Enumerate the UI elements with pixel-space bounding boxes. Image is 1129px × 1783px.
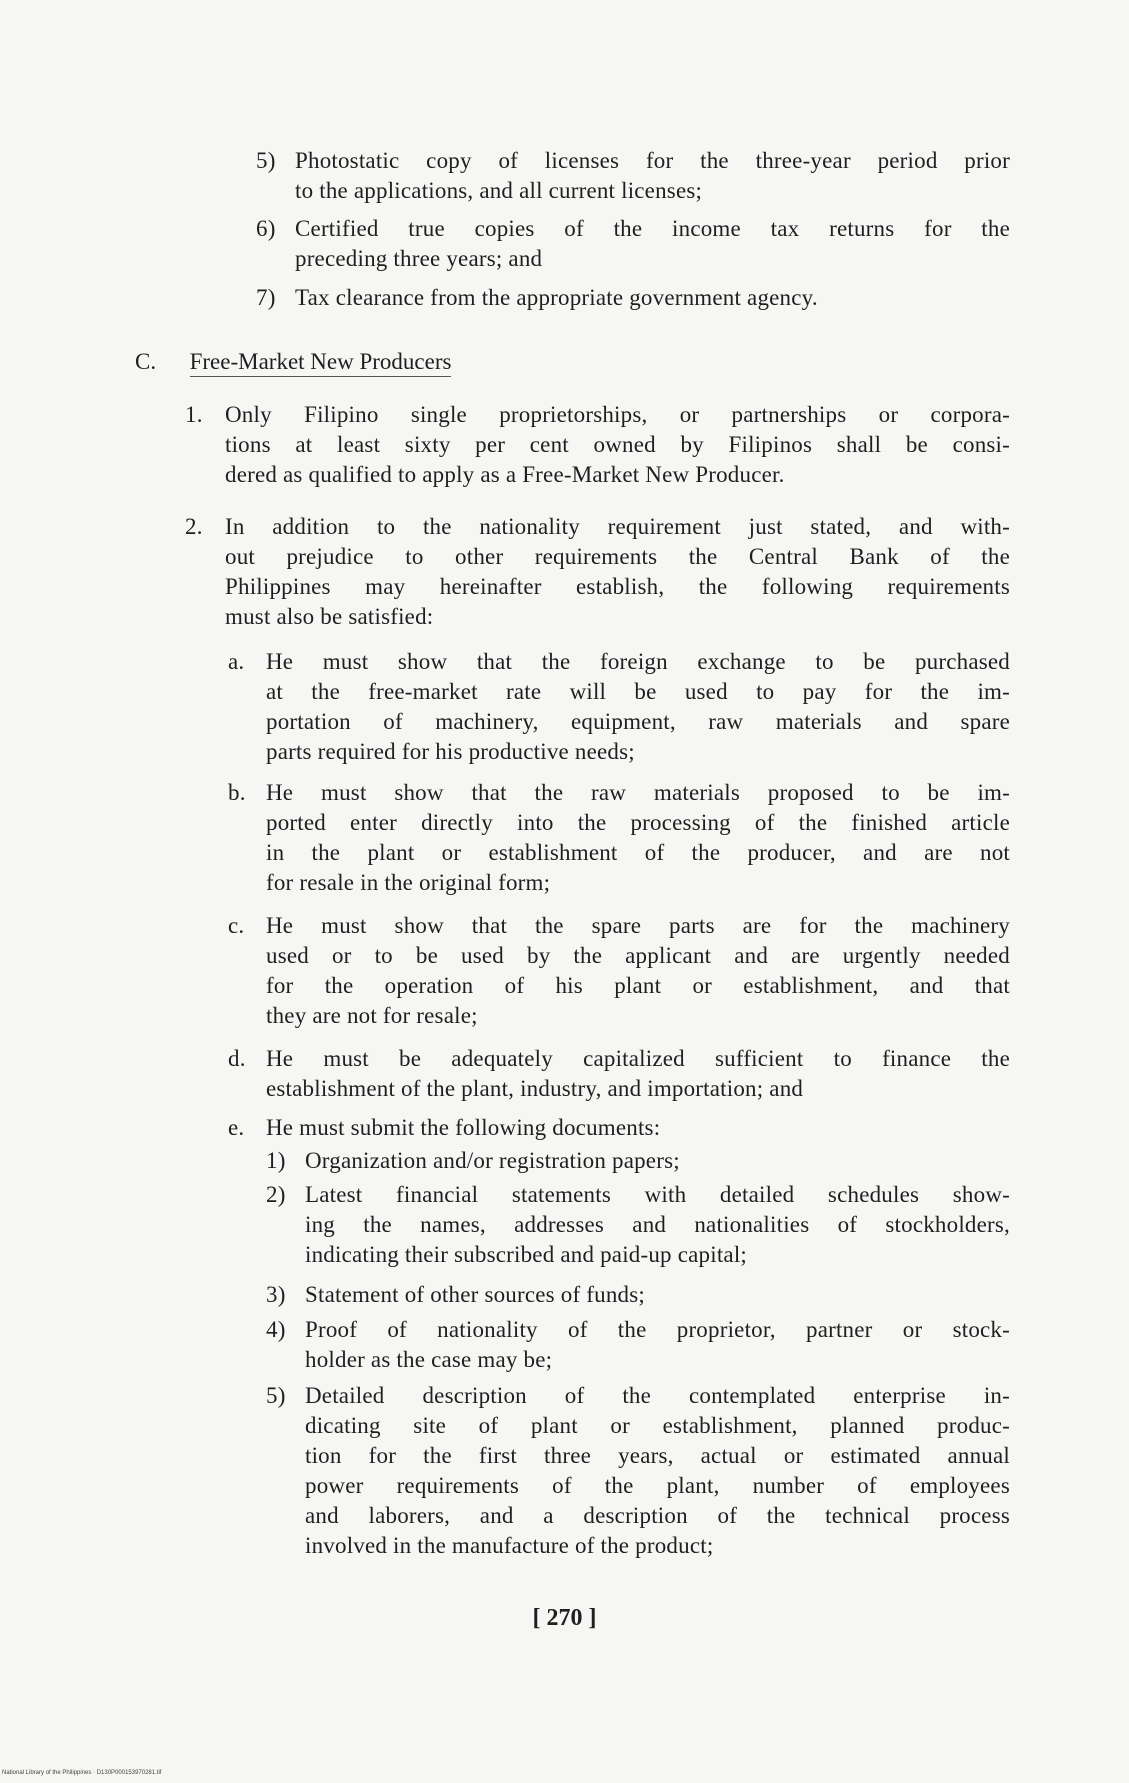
subitem-d-line-2: establishment of the plant, industry, and importation; and [266,1076,804,1101]
subitem-a-text [266,647,1010,767]
subitem-b-line-2: ported enter directly into the processing of the finished article [266,810,1010,835]
subitem-a-line-3: portation of machinery, equipment, raw materials and spare [266,709,1010,734]
document-4-line-1: Proof of nationality of the proprietor, partner or stock- [305,1317,1010,1342]
document-3-number: 3) [266,1282,286,1307]
document-5-line-1: Detailed description of the contemplated enterprise in- [305,1383,1010,1408]
subitem-a-line-4: parts required for his productive needs; [266,739,635,764]
document-5-line-2: dicating site of plant or establishment, planned produc- [305,1413,1010,1438]
document-5-line-4: power requirements of the plant, number of employees [305,1473,1010,1498]
paragraph-2-line-3: Philippines may hereinafter establish, the following requirements [225,574,1010,599]
document-2-line-3: indicating their subscribed and paid-up capital; [305,1242,747,1267]
subitem-c-line-3: for the operation of his plant or establishment, and that [266,973,1010,998]
paragraph-1-line-1: Only Filipino single proprietorships, or partnerships or corpora- [225,402,1010,427]
document-5-line-3: tion for the first three years, actual or estimated annual [305,1443,1010,1468]
subitem-c-line-4: they are not for resale; [266,1003,478,1028]
subitem-a-letter: a. [228,649,245,674]
document-5-line-5: and laborers, and a description of the technical process [305,1503,1010,1528]
subitem-b-line-1: He must show that the raw materials proposed to be im- [266,780,1010,805]
item-top-7-line-1: Tax clearance from the appropriate government agency. [295,285,818,310]
document-4-text [305,1315,1010,1375]
item-top-6-text [295,214,1010,274]
subitem-c-line-1: He must show that the spare parts are for the machinery [266,913,1010,938]
subitem-e-line-1: He must submit the following documents: [266,1115,661,1140]
subitem-c-text [266,911,1010,1031]
item-top-7-number: 7) [256,285,276,310]
document-2-line-1: Latest financial statements with detailed schedules show- [305,1182,1010,1207]
subitem-d-line-1: He must be adequately capitalized sufficient to finance the [266,1046,1010,1071]
item-top-5-line-2: to the applications, and all current licenses; [295,178,703,203]
item-top-5-line-1: Photostatic copy of licenses for the three-year period prior [295,148,1010,173]
paragraph-2-line-4: must also be satisfied: [225,604,434,629]
subitem-c-letter: c. [228,913,245,938]
section-title: Free-Market New Producers [190,349,452,377]
document-1-text [305,1146,1010,1176]
paragraph-1-text [225,400,1010,490]
subitem-e-text [266,1113,1010,1143]
item-top-5-text [295,146,1010,206]
paragraph-1-line-2: tions at least sixty per cent owned by Filipinos shall be consi- [225,432,1010,457]
document-5-text [305,1381,1010,1561]
subitem-c-line-2: used or to be used by the applicant and are urgently needed [266,943,1010,968]
document-3-line-1: Statement of other sources of funds; [305,1282,645,1307]
document-1-number: 1) [266,1148,286,1173]
document-5-line-6: involved in the manufacture of the product; [305,1533,714,1558]
page-number: [ 270 ] [532,1605,597,1631]
document-2-number: 2) [266,1182,286,1207]
item-top-5-number: 5) [256,148,276,173]
subitem-d-text [266,1044,1010,1104]
document-2-text [305,1180,1010,1270]
paragraph-2-text [225,512,1010,632]
subitem-b-line-3: in the plant or establishment of the producer, and are not [266,840,1010,865]
subitem-e-letter: e. [228,1115,245,1140]
scan-footer-note: National Library of the Philippines · D130P000153970281.tif [2,1770,162,1776]
item-top-6-line-1: Certified true copies of the income tax returns for the [295,216,1010,241]
paragraph-1-line-3: dered as qualified to apply as a Free-Market New Producer. [225,462,785,487]
document-1-line-1: Organization and/or registration papers; [305,1148,680,1173]
subitem-a-line-1: He must show that the foreign exchange to be purchased [266,649,1010,674]
item-top-6-number: 6) [256,216,276,241]
subitem-d-letter: d. [228,1046,246,1071]
subitem-b-text [266,778,1010,898]
document-4-number: 4) [266,1317,286,1342]
section-heading [135,347,451,377]
item-top-7-text [295,283,1010,313]
document-3-text [305,1280,1010,1310]
document-4-line-2: holder as the case may be; [305,1347,553,1372]
paragraph-2-number: 2. [185,514,203,539]
paragraph-2-line-2: out prejudice to other requirements the Central Bank of the [225,544,1010,569]
section-letter: C. [135,349,157,374]
paragraph-1-number: 1. [185,402,203,427]
document-5-number: 5) [266,1383,286,1408]
subitem-b-line-4: for resale in the original form; [266,870,551,895]
item-top-6-line-2: preceding three years; and [295,246,543,271]
paragraph-2-line-1: In addition to the nationality requirement just stated, and with- [225,514,1010,539]
subitem-b-letter: b. [228,780,246,805]
subitem-a-line-2: at the free-market rate will be used to pay for the im- [266,679,1010,704]
document-2-line-2: ing the names, addresses and nationalities of stockholders, [305,1212,1010,1237]
